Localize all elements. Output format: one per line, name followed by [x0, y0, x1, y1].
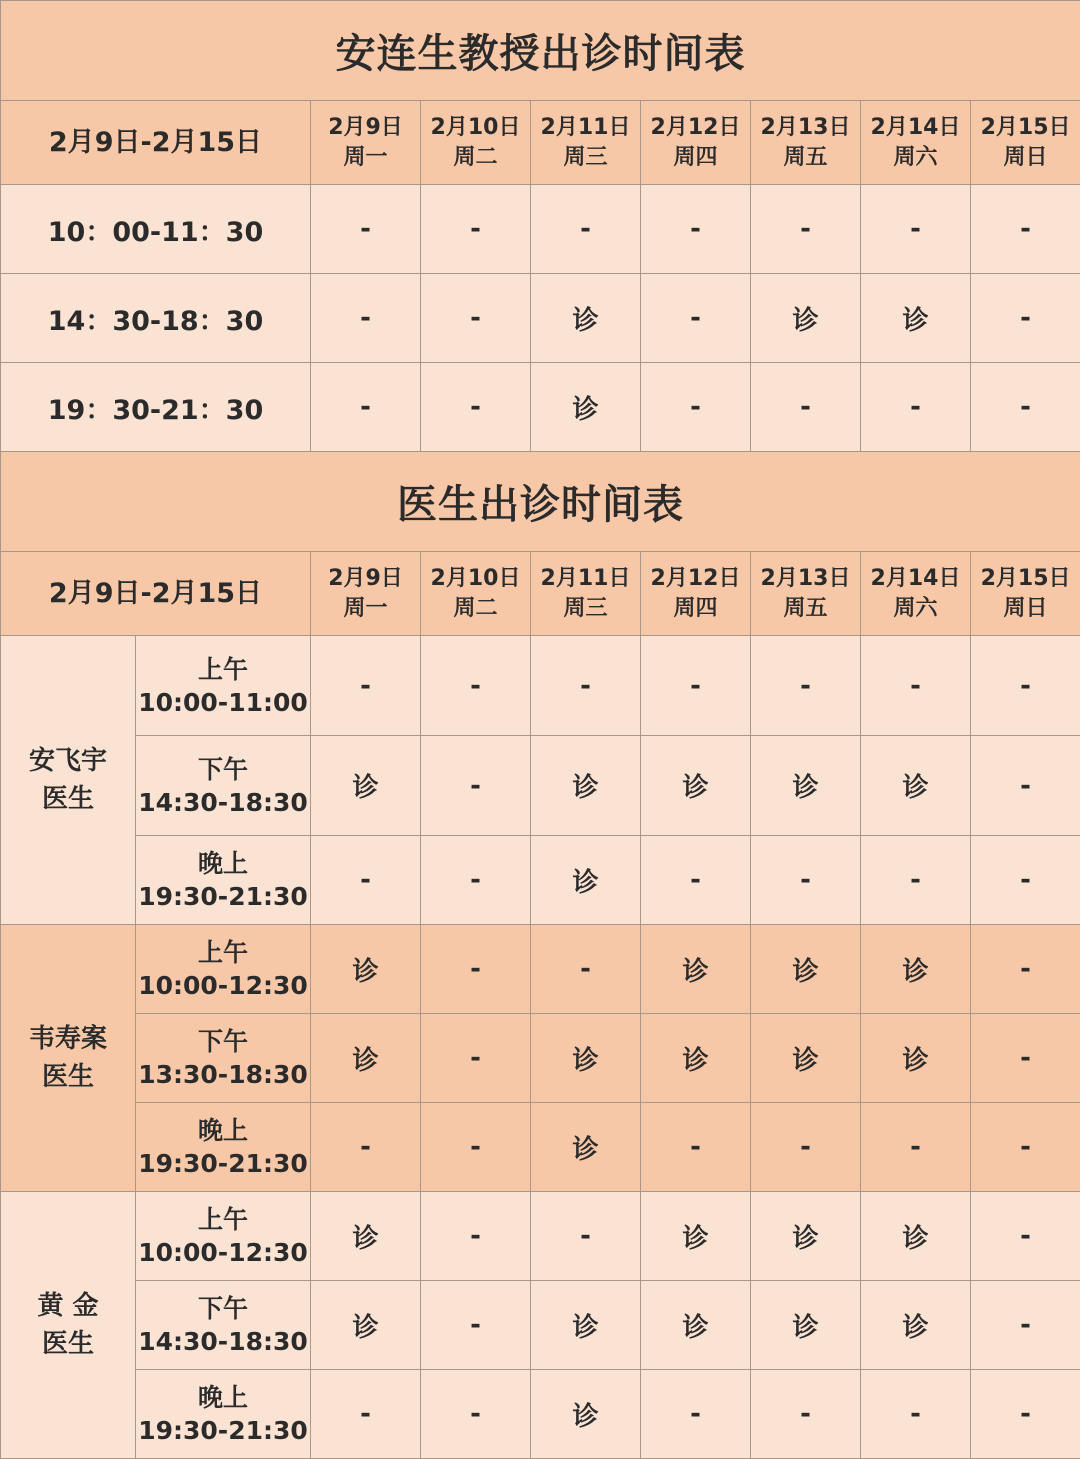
- day-header: [971, 552, 1080, 636]
- schedule-cell: -: [641, 1103, 751, 1192]
- slot-time: 10:00-12:30: [136, 969, 310, 1002]
- schedule-cell: 诊: [531, 736, 641, 836]
- date-range: 2月9日-2月15日: [1, 101, 311, 185]
- day-date: 2月9日: [311, 113, 420, 143]
- slot-time: 19:30-21:30: [136, 880, 310, 913]
- schedule-cell: -: [971, 1281, 1080, 1370]
- title-row: [1, 452, 1080, 552]
- schedule-cell: -: [311, 274, 421, 363]
- day-date: 2月15日: [971, 113, 1080, 143]
- table-row: [1, 1370, 1080, 1459]
- table-row: [1, 1192, 1080, 1281]
- schedule-cell: -: [971, 274, 1080, 363]
- table-row: [1, 274, 1080, 363]
- schedule-cell: -: [971, 1192, 1080, 1281]
- day-header: [311, 552, 421, 636]
- day-weekday: 周一: [311, 594, 420, 624]
- day-header: [421, 101, 531, 185]
- day-date: 2月10日: [421, 113, 530, 143]
- day-date: 2月13日: [751, 564, 860, 594]
- day-date: 2月13日: [751, 113, 860, 143]
- time-slot: [136, 636, 311, 736]
- slot-period: 上午: [136, 936, 310, 969]
- schedule-cell: 诊: [311, 1281, 421, 1370]
- table-row: [1, 1281, 1080, 1370]
- time-slot: [136, 925, 311, 1014]
- schedule-cell: -: [641, 363, 751, 452]
- time-slot: [136, 1192, 311, 1281]
- schedule-cell: -: [421, 925, 531, 1014]
- schedule-cell: 诊: [751, 1192, 861, 1281]
- schedule-cell: -: [971, 636, 1080, 736]
- schedule-cell: 诊: [531, 363, 641, 452]
- schedule-cell: -: [971, 836, 1080, 925]
- schedule-cell: -: [971, 185, 1080, 274]
- schedule-cell: 诊: [751, 925, 861, 1014]
- slot-period: 下午: [136, 1292, 310, 1325]
- schedule-cell: -: [751, 1103, 861, 1192]
- time-slot: [136, 1281, 311, 1370]
- schedule-cell: 诊: [861, 925, 971, 1014]
- table-row: [1, 636, 1080, 736]
- day-date: 2月14日: [861, 564, 970, 594]
- day-header: [421, 552, 531, 636]
- schedule-cell: -: [311, 363, 421, 452]
- day-header: [751, 101, 861, 185]
- schedule-cell: 诊: [531, 274, 641, 363]
- schedule-cell: 诊: [311, 1192, 421, 1281]
- schedule-cell: 诊: [531, 836, 641, 925]
- day-date: 2月9日: [311, 564, 420, 594]
- doctor-name-text: 黄 金: [1, 1287, 135, 1325]
- doctor-name: [1, 925, 136, 1192]
- schedule-cell: -: [971, 1103, 1080, 1192]
- schedule-cell: 诊: [531, 1014, 641, 1103]
- day-date: 2月11日: [531, 113, 640, 143]
- slot-period: 晚上: [136, 847, 310, 880]
- schedule-cell: 诊: [641, 736, 751, 836]
- title-row: [1, 1, 1080, 101]
- day-weekday: 周二: [421, 143, 530, 173]
- slot-period: 晚上: [136, 1114, 310, 1147]
- day-header: [641, 552, 751, 636]
- schedule-cell: -: [751, 836, 861, 925]
- schedule-cell: -: [971, 736, 1080, 836]
- slot-period: 下午: [136, 753, 310, 786]
- schedule-cell: -: [531, 1192, 641, 1281]
- schedule-cell: -: [531, 636, 641, 736]
- day-header: [751, 552, 861, 636]
- schedule-cell: -: [971, 1014, 1080, 1103]
- schedule-cell: -: [421, 363, 531, 452]
- schedule-cell: -: [641, 836, 751, 925]
- table-row: [1, 836, 1080, 925]
- day-date: 2月11日: [531, 564, 640, 594]
- schedule-cell: -: [421, 1370, 531, 1459]
- day-header: [641, 101, 751, 185]
- schedule-cell: -: [421, 1103, 531, 1192]
- day-weekday: 周二: [421, 594, 530, 624]
- schedule-cell: -: [971, 925, 1080, 1014]
- slot-time: 13:30-18:30: [136, 1058, 310, 1091]
- schedule-cell: -: [421, 1014, 531, 1103]
- day-weekday: 周六: [861, 594, 970, 624]
- day-header: [861, 552, 971, 636]
- table-row: [1, 363, 1080, 452]
- page-title: 安连生教授出诊时间表: [1, 1, 1080, 101]
- schedule-cell: -: [861, 363, 971, 452]
- doctor-name-text: 安飞宇: [1, 742, 135, 780]
- schedule-cell: -: [311, 636, 421, 736]
- table-row: [1, 185, 1080, 274]
- day-header: [531, 101, 641, 185]
- day-weekday: 周四: [641, 143, 750, 173]
- day-header: [861, 101, 971, 185]
- doctor-title: 医生: [1, 1325, 135, 1363]
- schedule-cell: 诊: [311, 736, 421, 836]
- day-weekday: 周日: [971, 594, 1080, 624]
- doctor-name: [1, 636, 136, 925]
- schedule-cell: -: [421, 274, 531, 363]
- day-weekday: 周三: [531, 143, 640, 173]
- day-header: [311, 101, 421, 185]
- table-row: [1, 736, 1080, 836]
- schedule-cell: 诊: [531, 1281, 641, 1370]
- schedule-cell: -: [861, 636, 971, 736]
- slot-time: 14:30-18:30: [136, 1325, 310, 1358]
- schedule-cell: 诊: [861, 1281, 971, 1370]
- doctor-title: 医生: [1, 1058, 135, 1096]
- schedule-cell: -: [641, 274, 751, 363]
- day-date: 2月10日: [421, 564, 530, 594]
- schedule-cell: 诊: [861, 1192, 971, 1281]
- schedule-cell: -: [421, 636, 531, 736]
- schedule-cell: -: [641, 185, 751, 274]
- slot-time: 19:30-21:30: [136, 1147, 310, 1180]
- day-header: [971, 101, 1080, 185]
- schedule-cell: 诊: [861, 736, 971, 836]
- schedule-cell: -: [421, 736, 531, 836]
- schedule-cell: -: [531, 185, 641, 274]
- day-date: 2月15日: [971, 564, 1080, 594]
- table-row: [1, 925, 1080, 1014]
- header-row: [1, 101, 1080, 185]
- table-row: [1, 1103, 1080, 1192]
- time-slot: [136, 1103, 311, 1192]
- schedule-cell: -: [751, 363, 861, 452]
- section-title: 医生出诊时间表: [1, 452, 1080, 552]
- schedule-cell: 诊: [641, 1014, 751, 1103]
- slot-time: 19:30-21:30: [136, 1414, 310, 1447]
- schedule-cell: -: [311, 185, 421, 274]
- time-slot: [136, 1370, 311, 1459]
- day-date: 2月12日: [641, 113, 750, 143]
- schedule-cell: -: [421, 836, 531, 925]
- schedule-cell: -: [861, 1103, 971, 1192]
- slot-time: 10:00-12:30: [136, 1236, 310, 1269]
- slot-period: 上午: [136, 1203, 310, 1236]
- day-weekday: 周五: [751, 594, 860, 624]
- time-slot: [136, 836, 311, 925]
- header-row: [1, 552, 1080, 636]
- slot-period: 晚上: [136, 1381, 310, 1414]
- schedule-cell: -: [641, 1370, 751, 1459]
- schedule-cell: 诊: [861, 274, 971, 363]
- schedule-cell: 诊: [751, 736, 861, 836]
- schedule-cell: -: [531, 925, 641, 1014]
- day-date: 2月14日: [861, 113, 970, 143]
- schedule-cell: -: [311, 1370, 421, 1459]
- schedule-cell: 诊: [751, 274, 861, 363]
- day-weekday: 周六: [861, 143, 970, 173]
- time-slot: 19：30-21：30: [1, 363, 311, 452]
- schedule-cell: -: [751, 1370, 861, 1459]
- schedule-cell: 诊: [311, 925, 421, 1014]
- day-weekday: 周五: [751, 143, 860, 173]
- day-weekday: 周四: [641, 594, 750, 624]
- day-weekday: 周三: [531, 594, 640, 624]
- schedule-cell: 诊: [531, 1370, 641, 1459]
- schedule-cell: -: [861, 836, 971, 925]
- schedule-cell: -: [751, 636, 861, 736]
- slot-period: 上午: [136, 653, 310, 686]
- schedule-cell: -: [421, 185, 531, 274]
- time-slot: 14：30-18：30: [1, 274, 311, 363]
- time-slot: [136, 1014, 311, 1103]
- schedule-cell: 诊: [751, 1014, 861, 1103]
- table-row: [1, 1014, 1080, 1103]
- schedule-cell: -: [421, 1281, 531, 1370]
- day-header: [531, 552, 641, 636]
- schedule-cell: -: [861, 185, 971, 274]
- schedule-cell: -: [751, 185, 861, 274]
- schedule-cell: -: [421, 1192, 531, 1281]
- slot-period: 下午: [136, 1025, 310, 1058]
- schedule-cell: 诊: [751, 1281, 861, 1370]
- day-weekday: 周日: [971, 143, 1080, 173]
- schedule-cell: -: [641, 636, 751, 736]
- time-slot: 10：00-11：30: [1, 185, 311, 274]
- schedule-cell: 诊: [641, 1281, 751, 1370]
- schedule-cell: -: [311, 836, 421, 925]
- schedule-cell: 诊: [641, 1192, 751, 1281]
- slot-time: 14:30-18:30: [136, 786, 310, 819]
- day-date: 2月12日: [641, 564, 750, 594]
- schedule-cell: -: [971, 363, 1080, 452]
- slot-time: 10:00-11:00: [136, 686, 310, 719]
- doctor-name-text: 韦寿案: [1, 1020, 135, 1058]
- schedule-cell: -: [971, 1370, 1080, 1459]
- date-range: 2月9日-2月15日: [1, 552, 311, 636]
- schedule-cell: -: [311, 1103, 421, 1192]
- time-slot: [136, 736, 311, 836]
- schedule-cell: -: [861, 1370, 971, 1459]
- doctor-title: 医生: [1, 780, 135, 818]
- schedule-cell: 诊: [531, 1103, 641, 1192]
- doctor-name: [1, 1192, 136, 1459]
- schedule-cell: 诊: [861, 1014, 971, 1103]
- schedule-cell: 诊: [311, 1014, 421, 1103]
- schedule-cell: 诊: [641, 925, 751, 1014]
- day-weekday: 周一: [311, 143, 420, 173]
